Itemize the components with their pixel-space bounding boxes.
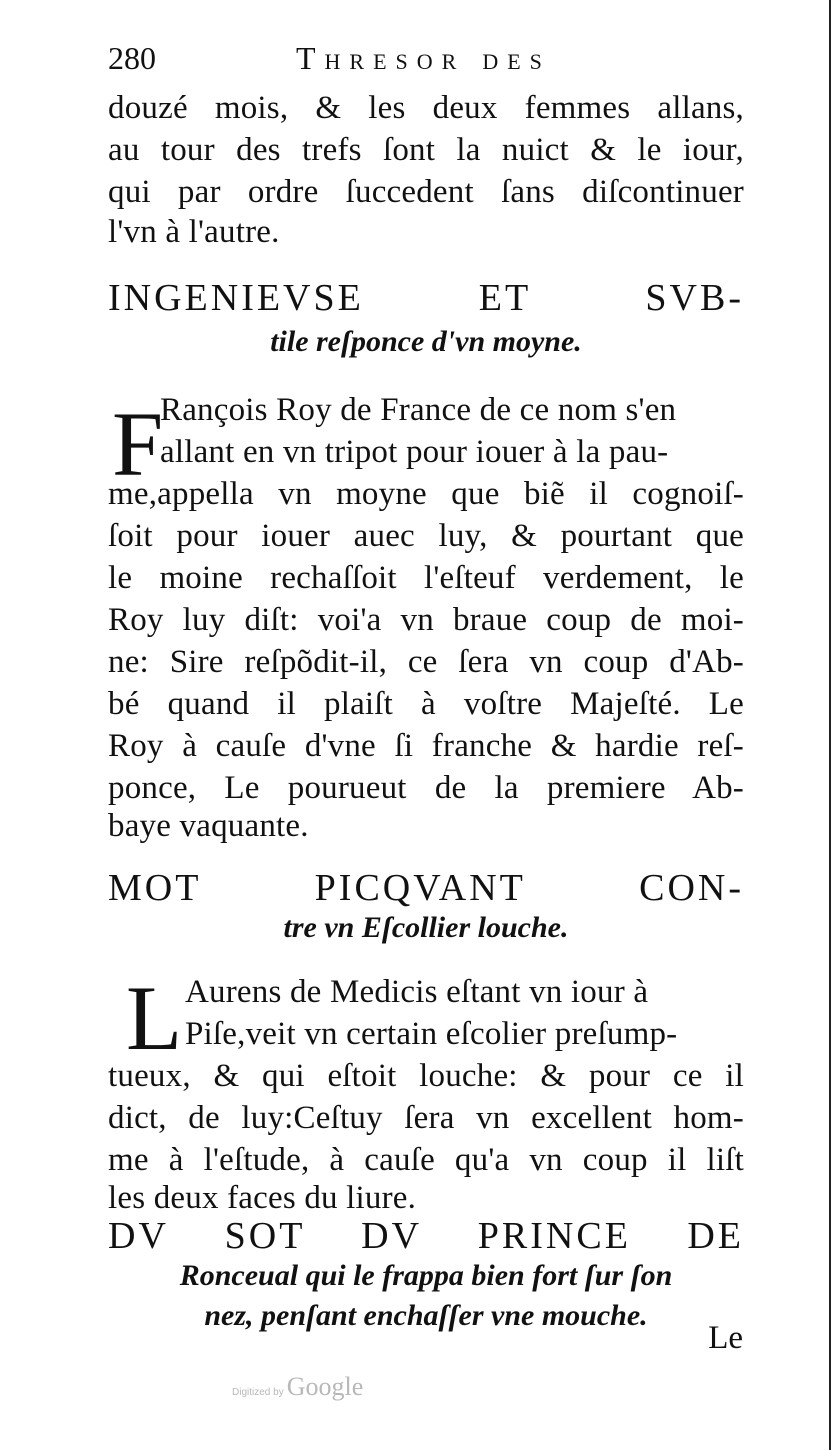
section-heading: INGENIEVSE ET SVB-: [108, 277, 744, 319]
text-line: le moine rechaſſoit l'eſteuf verdement, le: [108, 560, 744, 596]
page-edge-line: [829, 0, 831, 1450]
text-line: l'vn à l'autre.: [108, 214, 280, 250]
text-line: me à l'eſtude, à cauſe qu'a vn coup il liſt: [108, 1142, 744, 1178]
section-heading: DV SOT DV PRINCE DE: [108, 1215, 744, 1257]
running-title: Thresor des: [296, 40, 551, 76]
watermark-small-text: Digitized by: [232, 1387, 284, 1398]
text-line: Rançois Roy de France de ce nom s'en: [160, 392, 677, 428]
watermark-brand: Google: [286, 1372, 364, 1401]
text-line: au tour des trefs ſont la nuict & le iour,: [108, 132, 744, 168]
drop-cap: F: [112, 393, 164, 495]
text-line: tueux, & qui eſtoit louche: & pour ce il: [108, 1058, 744, 1094]
text-line: bé quand il plaiſt à voſtre Majeſté. Le: [108, 686, 744, 722]
text-line: Piſe,veit vn certain eſcolier preſump-: [185, 1016, 678, 1052]
text-line: Roy à cauſe d'vne ſi franche & hardie reſ-: [108, 728, 744, 764]
text-line: Aurens de Medicis eſtant vn iour à: [185, 974, 649, 1010]
page-number: 280: [108, 40, 156, 76]
text-line: ponce, Le pourueut de la premiere Ab-: [108, 770, 744, 806]
text-line: les deux faces du liure.: [108, 1180, 417, 1216]
section-subheading: tile reſponce d'vn moyne.: [270, 325, 582, 358]
running-head: [108, 40, 744, 84]
text-line: ſoit pour iouer auec luy, & pourtant que: [108, 518, 744, 554]
section-subheading: Ronceual qui le frappa bien fort ſur ſon: [179, 1259, 673, 1292]
text-line: ne: Sire reſpõdit-il, ce ſera vn coup d'Ab-: [108, 644, 744, 680]
text-line: qui par ordre ſuccedent ſans diſcontinuer: [108, 174, 744, 210]
text-line: dict, de luy:Ceſtuy ſera vn excellent hom-: [108, 1100, 744, 1136]
text-line: baye vaquante.: [108, 808, 309, 844]
text-line: me,appella vn moyne que biẽ il cognoiſ-: [108, 476, 744, 512]
digitized-watermark: [232, 1372, 363, 1402]
section-heading: MOT PICQVANT CON-: [108, 867, 744, 909]
text-line: allant en vn tripot pour iouer à la pau-: [160, 434, 669, 470]
section-subheading: tre vn Eſcollier louche.: [283, 911, 569, 944]
text-line: Roy luy diſt: voi'a vn braue coup de moi-: [108, 602, 744, 638]
drop-cap: L: [126, 967, 183, 1069]
text-line: douzé mois, & les deux femmes allans,: [108, 90, 744, 126]
catchword: Le: [708, 1320, 743, 1356]
section-subheading: nez, penſant enchaſſer vne mouche.: [204, 1299, 648, 1332]
